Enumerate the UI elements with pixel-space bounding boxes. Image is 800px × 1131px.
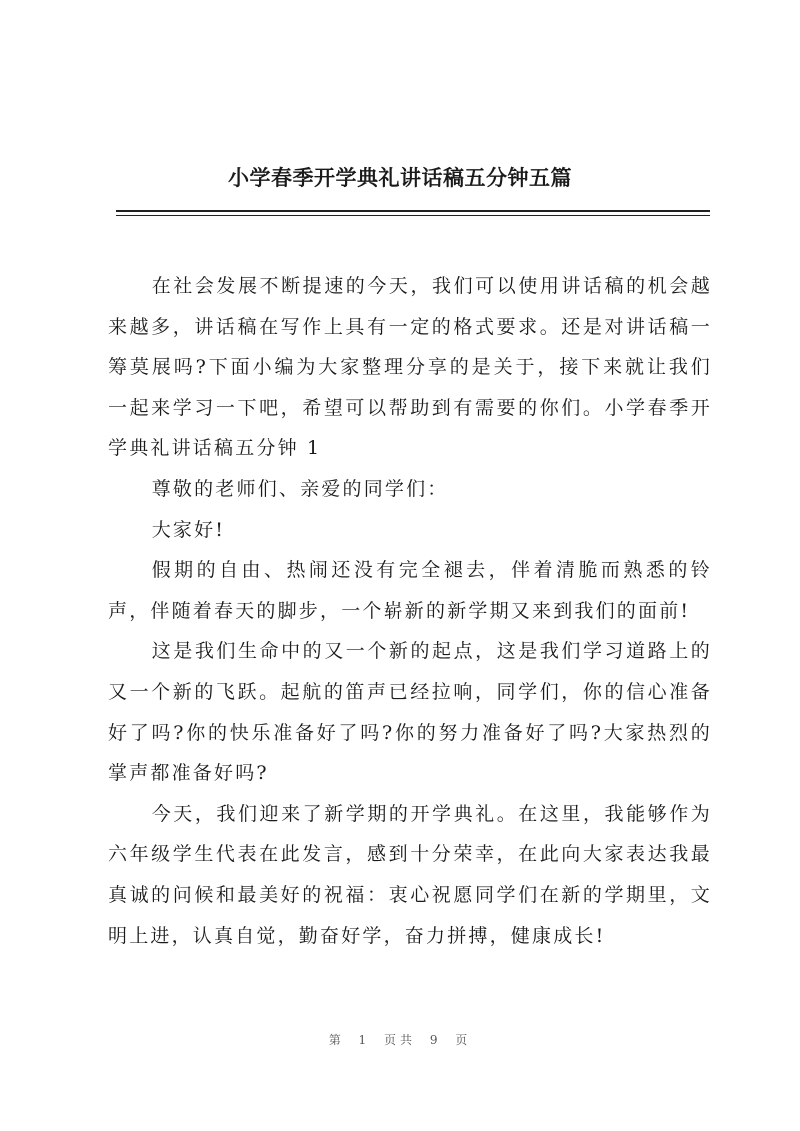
page-footer: 第 1 页共 9 页 (328, 1033, 472, 1047)
paragraph-intro: 在社会发展不断提速的今天，我们可以使用讲话稿的机会越来越多，讲话稿在写作上具有一定的格式要求。还是对讲话稿一筹莫展吗?下面小编为大家整理分享的是关于，接下来就让我们一起来学习一下吧，希望可以帮助到有需要的你们。小学春季开学典礼讲话稿五分钟 1 (108, 275, 712, 460)
title-divider (116, 210, 710, 212)
paragraph-salutation: 尊敬的老师们、亲爱的同学们： (151, 477, 449, 500)
paragraph-holiday: 假期的自由、热闹还没有完全褪去，伴着清脆而熟悉的铃声，伴随着春天的脚步，一个崭新的新学期又来到我们的面前! (108, 559, 712, 622)
document-title: 小学春季开学典礼讲话稿五分钟五篇 (228, 165, 572, 190)
paragraph-new-start: 这是我们生命中的又一个新的起点，这是我们学习道路上的又一个新的飞跃。起航的笛声已经拉响，同学们，你的信心准备好了吗?你的快乐准备好了吗?你的努力准备好了吗?大家热烈的掌声都准备好吗? (108, 640, 712, 785)
paragraph-ceremony: 今天，我们迎来了新学期的开学典礼。在这里，我能够作为六年级学生代表在此发言，感到十分荣幸，在此向大家表达我最真诚的问候和最美好的祝福：衷心祝愿同学们在新的学期里，文明上进，认真自觉，勤奋好学，奋力拼搏，健康成长! (108, 802, 712, 947)
document-body (108, 266, 712, 956)
paragraph-greeting: 大家好! (151, 518, 226, 541)
